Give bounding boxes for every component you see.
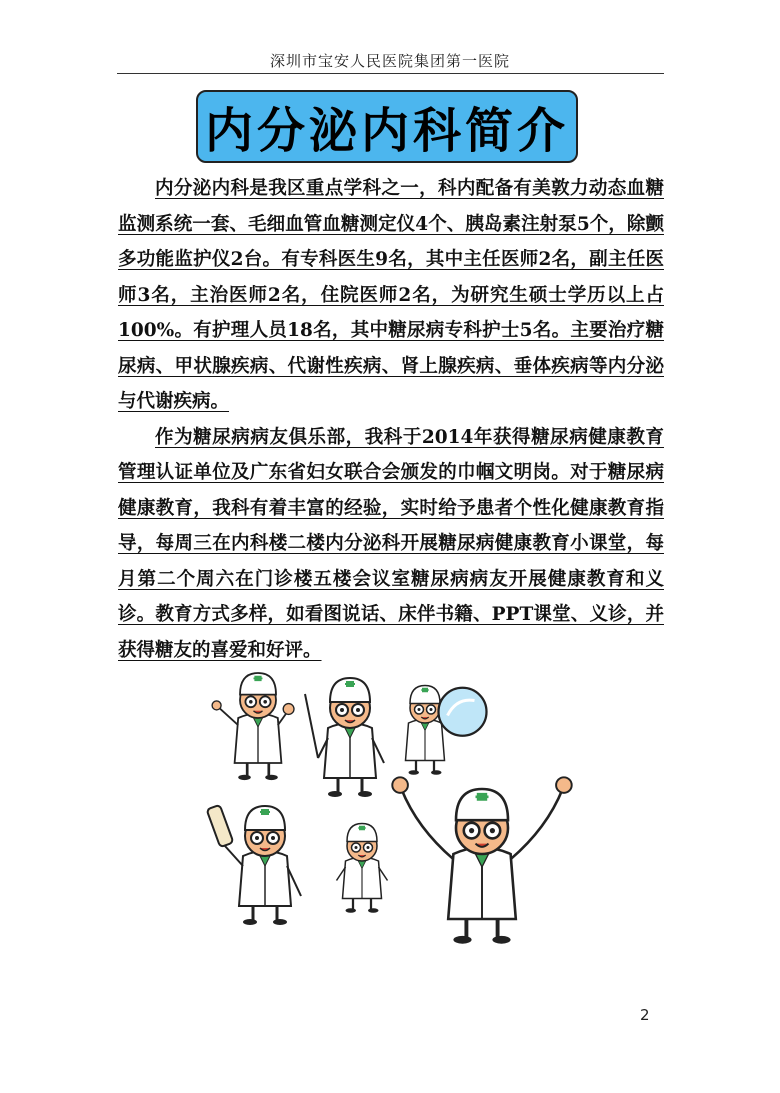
- doctor-cheering-figure: [392, 777, 571, 943]
- body-text: [118, 171, 664, 668]
- paragraph-1-text: 内分泌内科是我区重点学科之一，科内配备有美敦力动态血糖监测系统一套、毛细血管血糖测定仪4个、胰岛素注射泵5个，除颤多功能监护仪2台。有专科医生9名，其中主任医师2名，副主任医师3名，主治医师2名，住院医师2名，为研究生硕士学历以上占100%。有护理人员18名，其中糖尿病专科护士5名。主要治疗糖尿病、甲状腺疾病、代谢性疾病、肾上腺疾病、垂体疾病等内分泌与代谢疾病。: [118, 178, 664, 412]
- doctor-cartoon-illustrations: [200, 668, 600, 948]
- doctor-scroll-figure: [207, 805, 301, 925]
- paragraph-1: [118, 171, 664, 420]
- title-box: [196, 90, 578, 163]
- paragraph-2-text: 作为糖尿病病友俱乐部，我科于2014年获得糖尿病健康教育管理认证单位及广东省妇女联合会颁发的巾帼文明岗。对于糖尿病健康教育，我科有着丰富的经验，实时给予患者个性化健康教育指导，每周三在内科楼二楼内分泌科开展糖尿病健康教育小课堂，每月第二个周六在门诊楼五楼会议室糖尿病病友开展健康教育和义诊。教育方式多样，如看图说话、床伴书籍、PPT课堂、义诊，并获得糖友的喜爱和好评。: [118, 426, 664, 661]
- doctor-pointer-figure: [305, 678, 384, 797]
- doctor-magnifier-figure: [406, 686, 487, 775]
- header-rule: [117, 73, 664, 74]
- page-title: 内分泌内科简介: [204, 103, 569, 159]
- running-header: 深圳市宝安人民医院集团第一医院: [269, 52, 510, 70]
- doctor-ok-gesture-figure: [212, 673, 294, 780]
- page-number: 2: [640, 1006, 650, 1024]
- doctor-small-figure: [337, 824, 388, 913]
- paragraph-2: [118, 420, 664, 669]
